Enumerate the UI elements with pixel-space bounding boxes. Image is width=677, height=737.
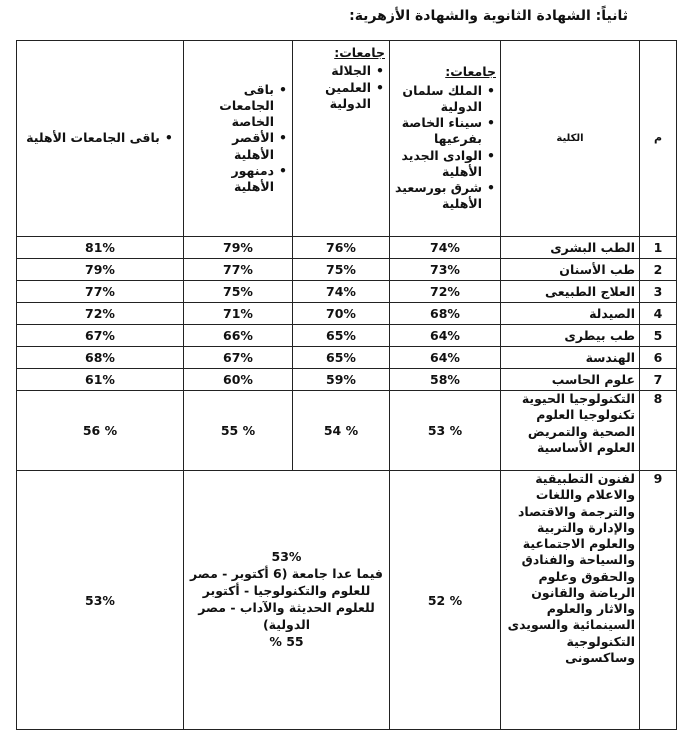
group-2-item: • الجلالة xyxy=(297,63,371,79)
group-3-item: • الأقصر الأهلية xyxy=(188,130,274,163)
header-group-2 xyxy=(293,41,390,237)
score-cell: 73% xyxy=(390,259,501,281)
header-number: م xyxy=(640,41,677,237)
score-cell: 75% xyxy=(293,259,390,281)
row-number: 5 xyxy=(640,325,677,347)
exception-note-cell xyxy=(184,471,390,730)
score-cell: 77% xyxy=(184,259,293,281)
score-cell: 76% xyxy=(293,237,390,259)
group-3-item: • دمنهور الأهلية xyxy=(188,163,274,196)
score-cell: 52 % xyxy=(390,471,501,730)
table-row xyxy=(17,237,677,259)
admission-table xyxy=(16,40,677,730)
table-row xyxy=(17,303,677,325)
table-row xyxy=(17,259,677,281)
group-1-item: • الوادى الجديد الأهلية xyxy=(394,148,482,181)
table-row xyxy=(17,281,677,303)
group-1-item: • سيناء الخاصة بفرعيها xyxy=(394,115,482,148)
group-4-item: • باقى الجامعات الأهلية xyxy=(26,130,160,146)
note-exception-text: فيما عدا جامعة (6 أكتوبر - مصر للعلوم والتكنولوجيا - أكتوبر للعلوم الحديثة والآداب - مصر الدولية) xyxy=(189,566,383,632)
score-cell: 74% xyxy=(390,237,501,259)
score-cell: 72% xyxy=(390,281,501,303)
table-row xyxy=(17,471,677,730)
score-cell: 72% xyxy=(17,303,184,325)
score-cell: 55 % xyxy=(184,391,293,471)
table-row xyxy=(17,325,677,347)
table-row xyxy=(17,347,677,369)
row-number: 1 xyxy=(640,237,677,259)
row-number: 8 xyxy=(640,391,677,471)
group-2-label: جامعات: xyxy=(334,45,385,60)
college-name: العلاج الطبيعى xyxy=(501,281,640,303)
score-cell: 58% xyxy=(390,369,501,391)
college-name: طب بيطرى xyxy=(501,325,640,347)
score-cell: 61% xyxy=(17,369,184,391)
section-title: ثانياً: الشهادة الثانوية والشهادة الأزهرية: xyxy=(349,8,628,24)
college-name: الطب البشرى xyxy=(501,237,640,259)
table-row xyxy=(17,391,677,471)
score-cell: 67% xyxy=(184,347,293,369)
note-exception-value: 55 % xyxy=(269,633,304,649)
college-name: علوم الحاسب xyxy=(501,369,640,391)
header-group-1 xyxy=(390,41,501,237)
table-row xyxy=(17,369,677,391)
group-1-label: جامعات: xyxy=(445,64,496,80)
score-cell: 70% xyxy=(293,303,390,325)
score-cell: 71% xyxy=(184,303,293,325)
score-cell: 68% xyxy=(17,347,184,369)
row-number: 2 xyxy=(640,259,677,281)
score-cell: 53% xyxy=(17,471,184,730)
score-cell: 66% xyxy=(184,325,293,347)
row-number: 7 xyxy=(640,369,677,391)
college-name: الهندسة xyxy=(501,347,640,369)
score-cell: 81% xyxy=(17,237,184,259)
college-name: لفنون التطبيقية والاعلام واللغات والترجمة والاقتصاد والإدارة والتربية والعلوم الاجتماعية والسياحة والفنادق والحقوق وعلوم الرياضة والقانون والاثار والعلوم السينمائية والسويدى التكنولوجية وساكسونى xyxy=(501,471,640,730)
score-cell: 65% xyxy=(293,347,390,369)
college-name: طب الأسنان xyxy=(501,259,640,281)
header-group-3 xyxy=(184,41,293,237)
score-cell: 64% xyxy=(390,347,501,369)
score-cell: 79% xyxy=(17,259,184,281)
row-number: 6 xyxy=(640,347,677,369)
score-cell: 79% xyxy=(184,237,293,259)
score-cell: 75% xyxy=(184,281,293,303)
row-number: 9 xyxy=(640,471,677,730)
row-number: 4 xyxy=(640,303,677,325)
score-cell: 56 % xyxy=(17,391,184,471)
college-name: الصيدلة xyxy=(501,303,640,325)
row-number: 3 xyxy=(640,281,677,303)
score-cell: 64% xyxy=(390,325,501,347)
score-cell: 68% xyxy=(390,303,501,325)
group-3-item: • باقى الجامعات الخاصة xyxy=(188,82,274,131)
note-main-value: 53% xyxy=(271,549,302,565)
score-cell: 53 % xyxy=(390,391,501,471)
group-1-item: • شرق بورسعيد الأهلية xyxy=(394,180,482,213)
group-2-item: • العلمين الدولية xyxy=(297,80,371,113)
score-cell: 67% xyxy=(17,325,184,347)
header-college: الكلية xyxy=(501,41,640,237)
score-cell: 77% xyxy=(17,281,184,303)
score-cell: 54 % xyxy=(293,391,390,471)
score-cell: 74% xyxy=(293,281,390,303)
college-name: التكنولوجيا الحيوية تكنولوجيا العلوم الصحية والتمريض العلوم الأساسية xyxy=(501,391,640,471)
score-cell: 60% xyxy=(184,369,293,391)
score-cell: 59% xyxy=(293,369,390,391)
header-group-4 xyxy=(17,41,184,237)
group-1-item: • الملك سلمان الدولية xyxy=(394,83,482,116)
score-cell: 65% xyxy=(293,325,390,347)
